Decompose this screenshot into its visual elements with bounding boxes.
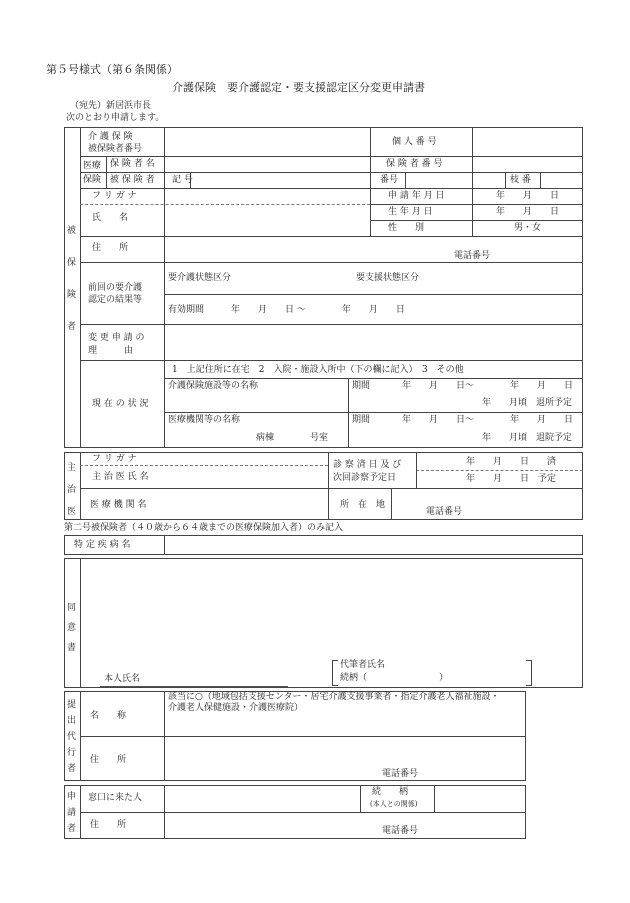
address-label: 住 所 <box>92 243 129 253</box>
insured-number-label: 介 護 保 険 被保険者番号 <box>88 132 143 154</box>
second-insured-note: 第二号被保険者（４０歳から６４歳までの医療保険加入者）のみ記入 <box>64 523 344 533</box>
disease-label: 特 定 疾 病 名 <box>74 540 131 550</box>
agent-address-label: 住 所 <box>90 755 127 765</box>
facility-period-label: 期間 <box>352 381 371 391</box>
discharge-planned: 年 月頃 退院予定 <box>482 433 573 443</box>
form-title: 介護保険 要介護認定・要支援認定区分変更申請書 <box>172 81 425 94</box>
medical-insurance-label: 医療 保険 <box>83 161 102 185</box>
insured-side-label: 被 保 険 者 <box>67 226 77 332</box>
addressee: （宛先）新居浜市長 <box>70 101 152 111</box>
name-field[interactable] <box>164 188 370 236</box>
sex-label: 性 別 <box>388 223 425 233</box>
hospital-period-from: 年 月 日～ <box>402 415 475 425</box>
exam-planned: 年 月 日 予定 <box>466 474 557 484</box>
visitor-label: 窓口に来た人 <box>88 793 143 803</box>
insurer-number-label: 保 険 者 番 号 <box>386 159 443 169</box>
proxy-relation-label: 続柄（ ） <box>340 673 449 683</box>
relation-note: (本人との関係) <box>370 800 418 808</box>
facility-period-from: 年 月 日～ <box>402 381 475 391</box>
applicant-side-label: 申 請 者 <box>67 792 77 834</box>
status-options[interactable]: 1 上記住所に在宅 2 入院・施設入所中（下の欄に記入） 3 その他 <box>172 365 464 375</box>
address-field[interactable] <box>164 236 583 262</box>
hospital-period-to: 年 月 日 <box>510 415 574 425</box>
applicant-address-label: 住 所 <box>90 820 127 830</box>
reason-label: 変 更 申 請 の 理 由 <box>88 333 145 356</box>
sex-value[interactable]: 男・女 <box>514 223 542 233</box>
insured-number-field[interactable] <box>164 127 370 156</box>
name-label: 氏 名 <box>92 213 129 223</box>
leave-planned: 年 月頃 退所予定 <box>482 398 573 408</box>
furigana-label: フ リ ガ ナ <box>92 191 137 201</box>
bango-label: 番号 <box>380 175 399 185</box>
personal-number-label: 個 人 番 号 <box>392 137 437 147</box>
doctor-name-field[interactable] <box>164 465 328 488</box>
relation-field[interactable] <box>435 786 525 811</box>
applicant-address-field[interactable] <box>165 813 525 838</box>
intro-text: 次のとおり申請します。 <box>66 113 165 123</box>
consent-section <box>64 558 583 688</box>
status-label: 現 在 の 状 況 <box>92 399 149 409</box>
relation-label: 続 柄 <box>372 787 409 797</box>
agent-name-label: 名 称 <box>90 711 127 721</box>
holder-label: 被 保 険 者 <box>110 175 155 185</box>
agent-address-field[interactable] <box>165 737 525 780</box>
insurer-name-label: 保 険 者 名 <box>110 159 155 169</box>
hospital-name-label: 医療機関等の名称 <box>168 415 241 425</box>
form-number: 第５号様式（第６条関係） <box>46 63 178 76</box>
prev-result-label: 前回の要介護 認定の結果等 <box>88 283 143 305</box>
apply-date-label: 申 請 年 月 日 <box>388 191 445 201</box>
ward-label: 病棟 号室 <box>256 433 329 443</box>
edaban-label: 枝 番 <box>510 175 531 185</box>
doctor-name-label: 主 治 医 氏 名 <box>92 472 149 482</box>
birth-date-label: 生 年 月 日 <box>388 207 433 217</box>
facility-period-to: 年 月 日 <box>510 381 574 391</box>
kigo-label: 記 号 <box>172 175 193 185</box>
institution-field[interactable] <box>164 488 328 520</box>
proxy-name-label: 代筆者氏名 <box>340 660 386 670</box>
applicant-phone-label: 電話番号 <box>382 826 419 836</box>
visitor-field[interactable] <box>165 786 359 811</box>
consent-side-label: 同 意 書 <box>67 603 77 653</box>
agent-applicable[interactable]: 該当に○（地域包括支援センター・居宅介護支援事業者・指定介護老人福祉施設・ 介護老人保健施設・介護医療院） <box>168 692 500 713</box>
exam-date-label: 診 察 済 日 及 び 次回診察予定日 <box>333 460 402 483</box>
personal-number-field[interactable] <box>472 127 583 156</box>
birth-date-value: 年 月 日 <box>496 207 560 217</box>
valid-period: 有効期間 年 月 日 ～ 年 月 日 <box>168 305 405 315</box>
agent-phone-label: 電話番号 <box>382 769 419 779</box>
agent-side-label: 提 出 代 行 者 <box>67 700 77 774</box>
exam-done: 年 月 日 済 <box>466 457 557 467</box>
hospital-period-label: 期間 <box>352 415 371 425</box>
doctor-phone-label: 電話番号 <box>426 507 463 517</box>
facility-name-label: 介護保険施設等の名称 <box>168 381 259 391</box>
care-level-label: 要介護状態区分 <box>168 273 232 283</box>
phone-label: 電話番号 <box>454 251 491 261</box>
support-level-label: 要支援状態区分 <box>356 273 420 283</box>
doctor-furigana-label: フ リ ガ ナ <box>92 454 137 464</box>
reason-field[interactable] <box>164 324 583 360</box>
apply-date-value: 年 月 日 <box>496 191 560 201</box>
doctor-side-label: 主 治 医 <box>67 463 77 517</box>
location-label: 所 在 地 <box>340 500 386 510</box>
self-name-label: 本人氏名 <box>104 674 141 684</box>
disease-field[interactable] <box>165 536 582 554</box>
institution-label: 医 療 機 関 名 <box>90 500 147 510</box>
